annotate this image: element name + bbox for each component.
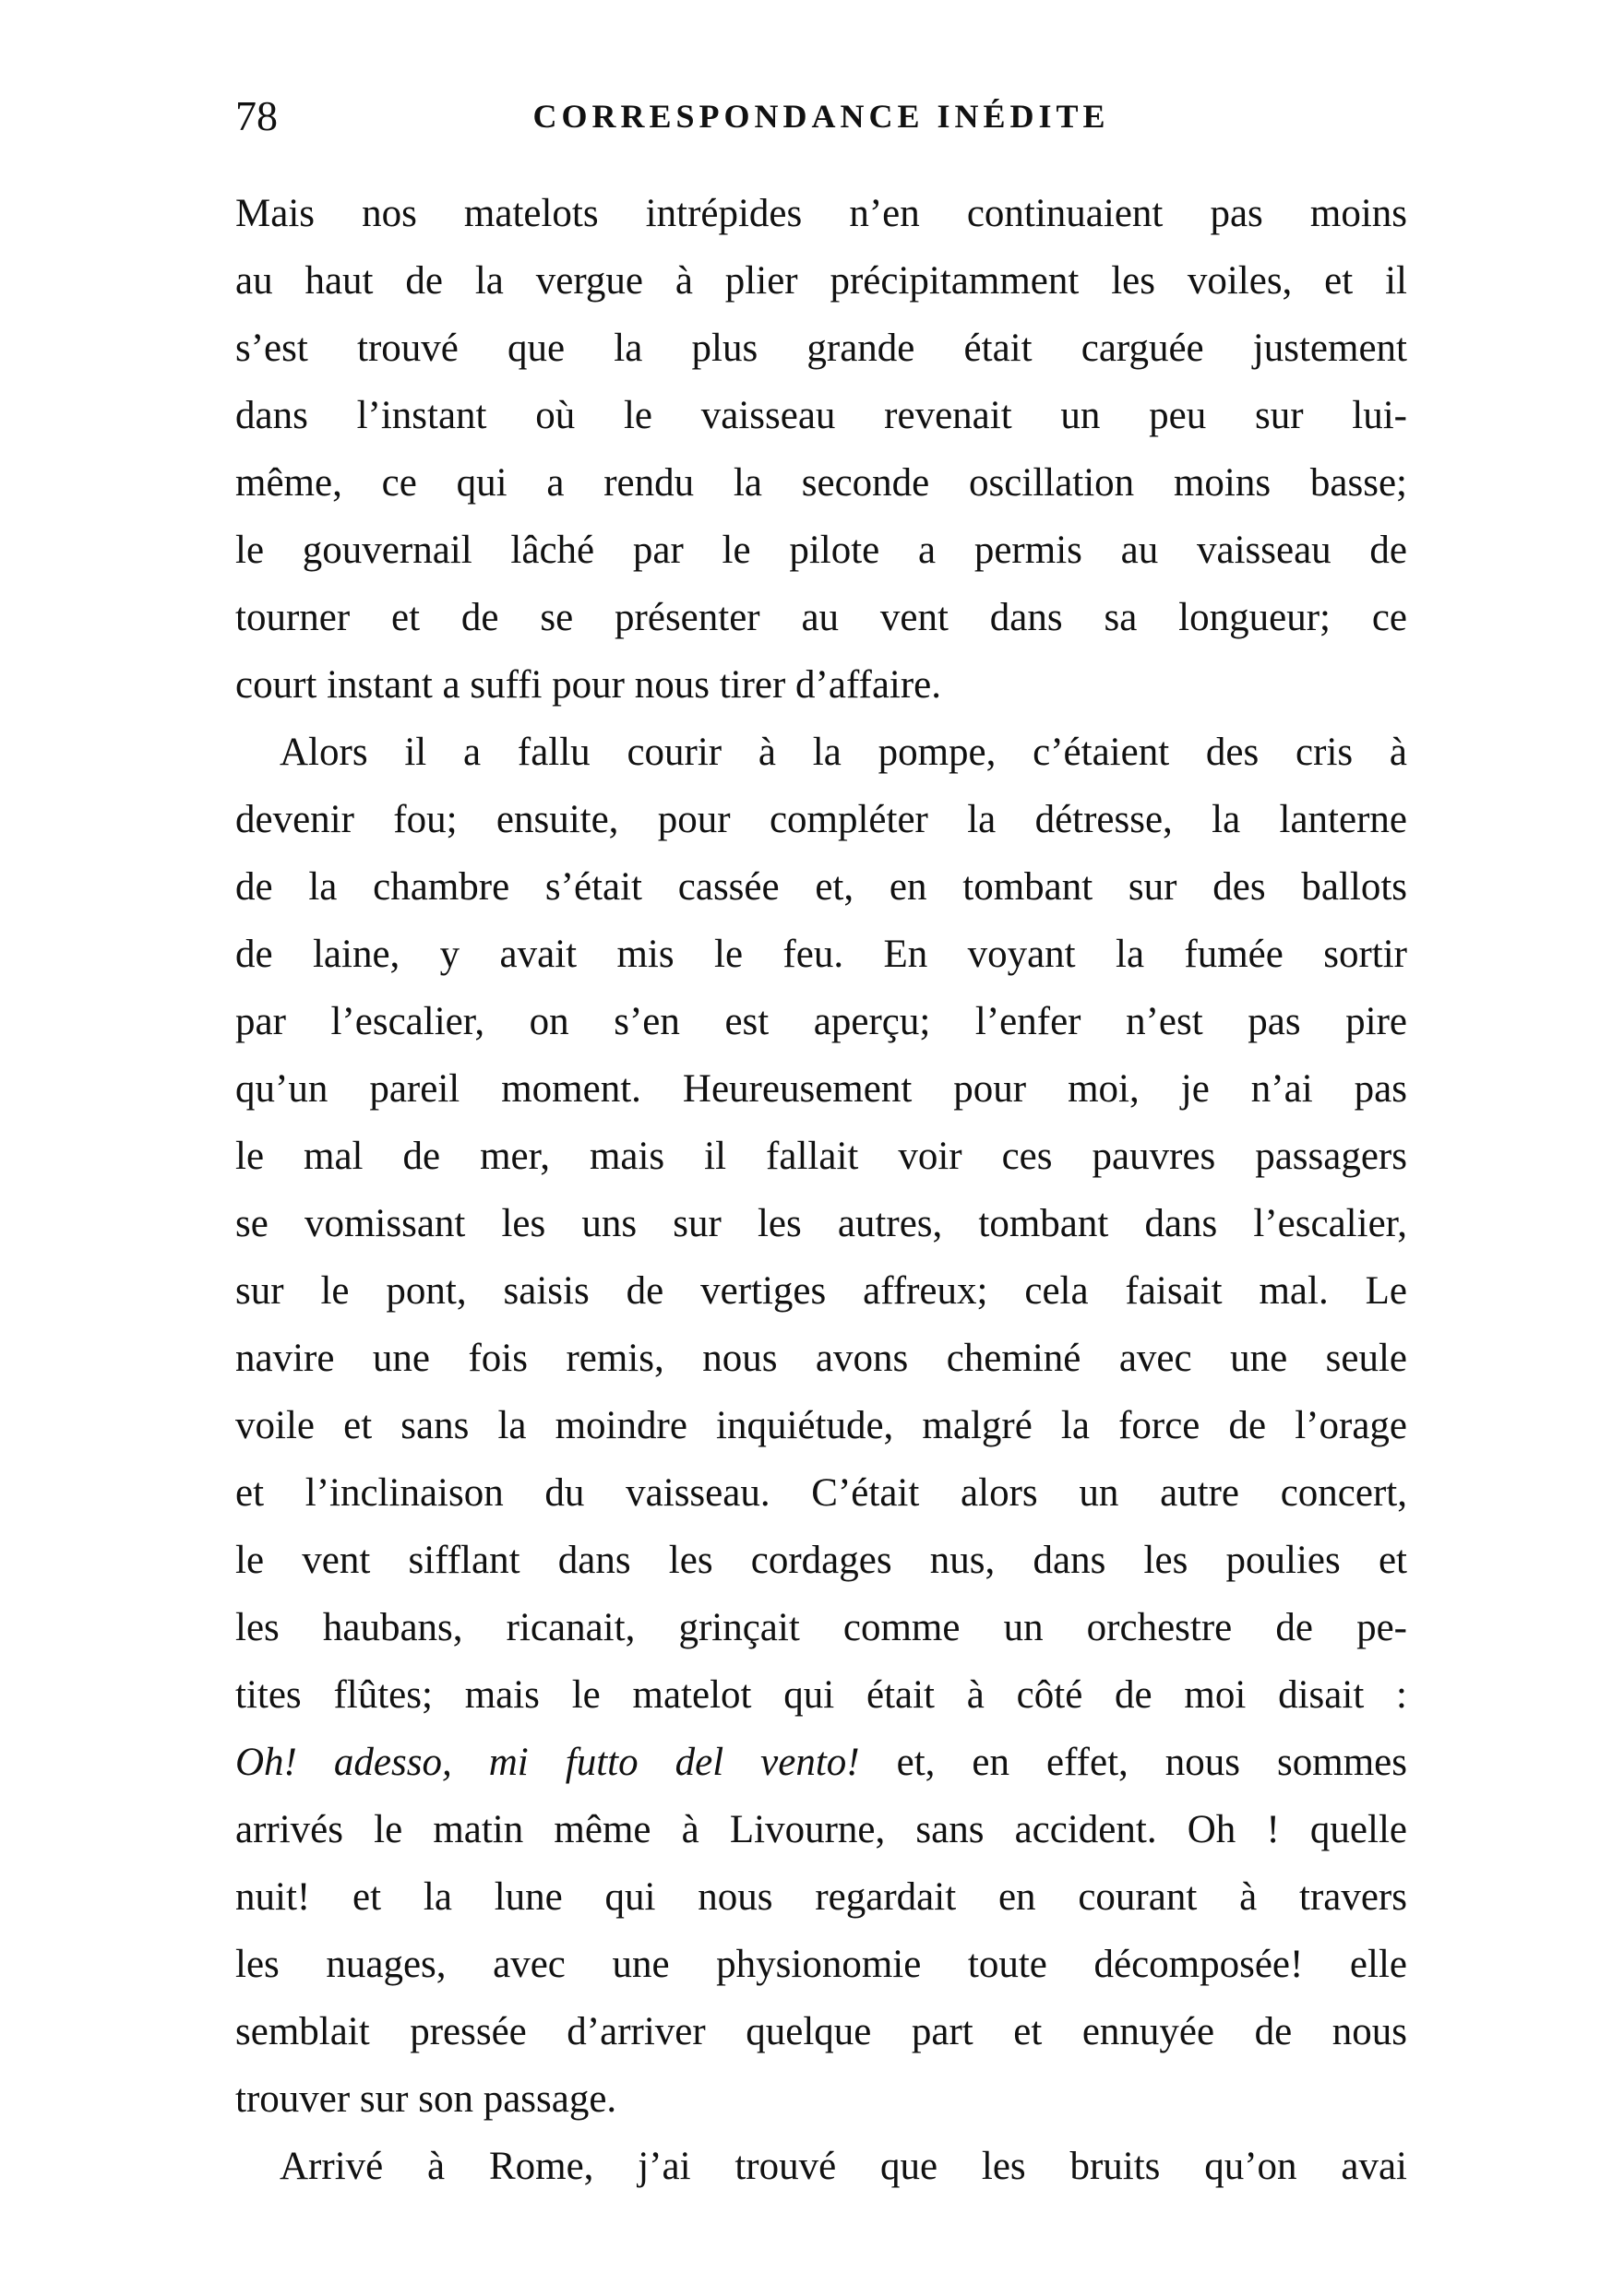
text-line: trouver sur son passage.	[235, 2077, 617, 2121]
text-line: les haubans, ricanait, grinçait comme un orchestre de pe-	[235, 1606, 1407, 1649]
text-line: de laine, y avait mis le feu. En voyant la fumée sortir	[235, 933, 1407, 976]
text-line: qu’un pareil moment. Heureusement pour moi, je n’ai pas	[235, 1067, 1407, 1111]
text-line: devenir fou; ensuite, pour compléter la détresse, la lanterne	[235, 798, 1407, 841]
text-line: même, ce qui a rendu la seconde oscillation moins basse;	[235, 461, 1407, 505]
text-line: arrivés le matin même à Livourne, sans accident. Oh ! quelle	[235, 1808, 1407, 1851]
body-text	[235, 180, 1407, 2200]
text-line: le mal de mer, mais il fallait voir ces pauvres passagers	[235, 1135, 1407, 1178]
text-line: et l’inclinaison du vaisseau. C’était alors un autre concert,	[235, 1471, 1407, 1515]
text-line: au haut de la vergue à plier précipitamment les voiles, et il	[235, 259, 1407, 303]
text-line: voile et sans la moindre inquiétude, malgré la force de l’orage	[235, 1404, 1407, 1447]
text-line: par l’escalier, on s’en est aperçu; l’enfer n’est pas pire	[235, 1000, 1407, 1043]
text-line: court instant a suffi pour nous tirer d’affaire.	[235, 663, 942, 707]
text-line: les nuages, avec une physionomie toute décomposée! elle	[235, 1943, 1407, 1986]
text-line: Alors il a fallu courir à la pompe, c’étaient des cris à	[280, 731, 1407, 774]
page-number: 78	[235, 92, 278, 139]
text-line: Mais nos matelots intrépides n’en continuaient pas moins	[235, 192, 1407, 235]
text-line: tourner et de se présenter au vent dans sa longueur; ce	[235, 596, 1407, 639]
text-line: navire une fois remis, nous avons cheminé avec une seule	[235, 1337, 1407, 1380]
text-line: de la chambre s’était cassée et, en tombant sur des ballots	[235, 865, 1407, 909]
text-line: tites flûtes; mais le matelot qui était à côté de moi disait :	[235, 1673, 1407, 1717]
text-line: le gouvernail lâché par le pilote a permis au vaisseau de	[235, 529, 1407, 572]
header-title: CORRESPONDANCE INÉDITE	[532, 98, 1110, 135]
running-head	[235, 89, 1407, 144]
text-line: dans l’instant où le vaisseau revenait un peu sur lui-	[235, 394, 1407, 437]
italic-line-rest: et, en effet, nous sommes	[859, 1741, 1407, 1784]
italic-quote: Oh! adesso, mi futto del vento!	[235, 1741, 860, 1784]
text-line-with-italic	[235, 1729, 1407, 1796]
text-line: sur le pont, saisis de vertiges affreux; cela faisait mal. Le	[235, 1269, 1407, 1313]
text-line: s’est trouvé que la plus grande était carguée justement	[235, 327, 1407, 370]
text-line: le vent sifflant dans les cordages nus, dans les poulies et	[235, 1539, 1407, 1582]
text-line: se vomissant les uns sur les autres, tombant dans l’escalier,	[235, 1202, 1407, 1245]
text-line: semblait pressée d’arriver quelque part et ennuyée de nous	[235, 2010, 1407, 2053]
text-line: Arrivé à Rome, j’ai trouvé que les bruits qu’on avai	[280, 2145, 1407, 2188]
text-line: nuit! et la lune qui nous regardait en courant à travers	[235, 1875, 1407, 1919]
